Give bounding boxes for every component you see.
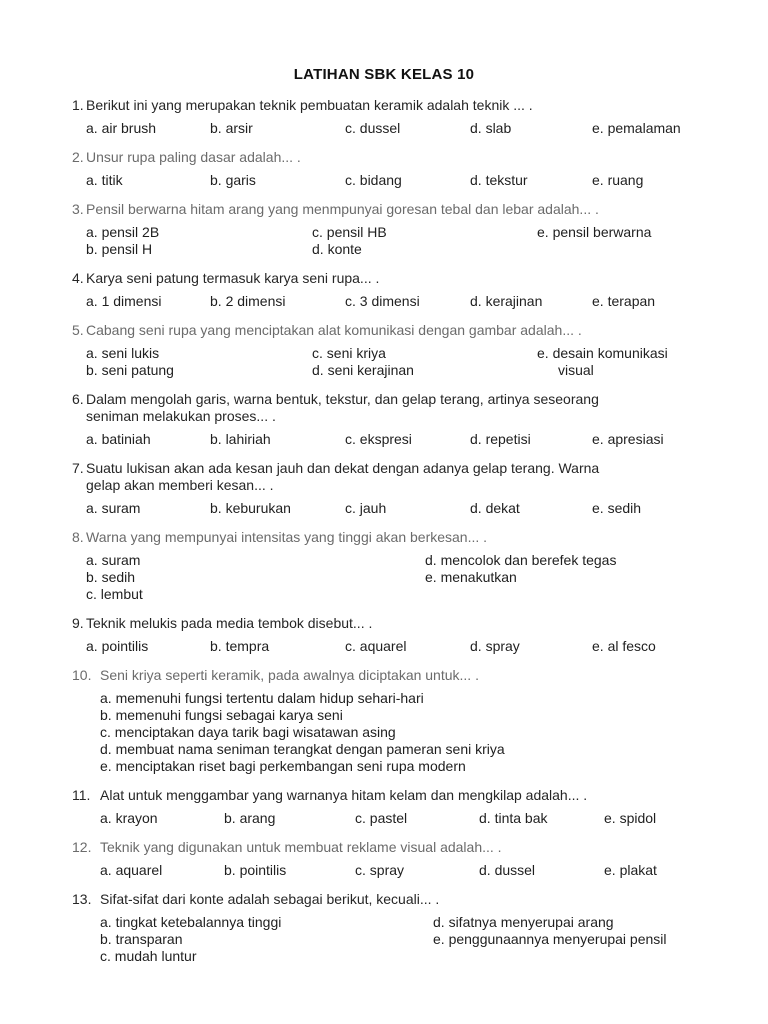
option-item: c. spray [355,862,405,878]
option-item: b. tempra [210,638,270,654]
option-item: e. spidol [604,810,657,826]
option-item: e. apresiasi [592,431,664,447]
option-item: e. menciptakan riset bagi perkembangan seni rupa modern [100,758,466,774]
option-item: d. repetisi [470,431,531,447]
question-number: 5. [72,322,84,338]
option-item: a. krayon [100,810,158,826]
option-item: d. spray [470,638,520,654]
option-item: c. lembut [86,586,143,602]
option-item: e. penggunaannya menyerupai pensil [433,931,667,947]
question-options [86,120,718,137]
question-list [72,97,718,965]
question-options [86,552,718,603]
option-item: a. batiniah [86,431,151,447]
question-number: 1. [72,97,84,113]
option-item: e. sedih [592,500,642,516]
option-item: e. pemalaman [592,120,681,136]
question-11 [72,787,718,827]
option-item: b. pensil H [86,241,153,257]
question-stem: 6. Dalam mengolah garis, warna bentuk, tekstur, dan gelap terang, artinya seseorang seniman melakukan proses... . [72,391,599,424]
question-stem: 8. Warna yang mempunyai intensitas yang tinggi akan berkesan... . [72,529,488,545]
question-stem: 13. Sifat-sifat dari konte adalah sebagai berikut, kecuali... . [72,891,440,907]
option-item: b. lahiriah [210,431,271,447]
option-item: a. suram [86,500,141,516]
question-13 [72,891,718,965]
option-item: d. seni kerajinan [312,362,414,378]
option-item: e. pensil berwarna [537,224,652,240]
option-item: b. sedih [86,569,136,585]
option-item: d. tekstur [470,172,528,188]
option-item: e. al fesco [592,638,656,654]
option-item: c. ekspresi [345,431,412,447]
question-number: 3. [72,201,84,217]
option-item: a. aquarel [100,862,163,878]
option-item: a. 1 dimensi [86,293,162,309]
option-item: b. transparan [100,931,183,947]
option-item: a. titik [86,172,123,188]
question-7 [72,460,718,517]
question-number: 7. [72,460,84,476]
option-item: c. mudah luntur [100,948,197,964]
option-item: d. konte [312,241,362,257]
question-options [86,431,718,448]
option-item: c. aquarel [345,638,407,654]
option-item: a. seni lukis [86,345,160,361]
option-item: d. tinta bak [479,810,548,826]
question-options [86,500,718,517]
option-item: b. seni patung [86,362,174,378]
question-number: 2. [72,149,84,165]
question-4 [72,270,718,310]
option-item: b. keburukan [210,500,291,516]
question-options [86,224,718,258]
option-item: c. 3 dimensi [345,293,420,309]
option-item: d. slab [470,120,512,136]
question-3 [72,201,718,258]
option-item: e. plakat [604,862,657,878]
option-item: c. pastel [355,810,408,826]
question-stem: 3. Pensil berwarna hitam arang yang menmpunyai goresan tebal dan lebar adalah... . [72,201,599,217]
question-stem: 11. Alat untuk menggambar yang warnanya hitam kelam dan mengkilap adalah... . [72,787,588,803]
question-number: 13. [72,891,92,907]
question-options [100,810,718,827]
question-6 [72,391,718,448]
question-stem: 4. Karya seni patung termasuk karya seni rupa... . [72,270,380,286]
option-item: c. jauh [345,500,387,516]
question-2 [72,149,718,189]
option-item: b. 2 dimensi [210,293,286,309]
question-9 [72,615,718,655]
option-item: c. seni kriya [312,345,386,361]
question-options [86,293,718,310]
question-5 [72,322,718,379]
question-stem: 9. Teknik melukis pada media tembok disebut... . [72,615,373,631]
option-item: d. dussel [479,862,536,878]
option-item: b. pointilis [224,862,287,878]
option-item: e. ruang [592,172,644,188]
question-options [86,638,718,655]
option-item: d. sifatnya menyerupai arang [433,914,614,930]
question-stem: 10. Seni kriya seperti keramik, pada awalnya diciptakan untuk... . [72,667,479,683]
question-options [86,172,718,189]
option-item: b. arsir [210,120,253,136]
question-1 [72,97,718,137]
option-item: c. pensil HB [312,224,387,240]
option-item: d. dekat [470,500,520,516]
question-number: 9. [72,615,84,631]
option-item: a. air brush [86,120,157,136]
option-item: a. pensil 2B [86,224,160,240]
question-options [100,690,718,775]
option-item: e. terapan [592,293,656,309]
option-item: a. tingkat ketebalannya tinggi [100,914,282,930]
option-item: e. desain komunikasi visual [537,345,668,378]
question-number: 12. [72,839,92,855]
page-title: LATIHAN SBK KELAS 10 [293,66,475,83]
question-stem: 5. Cabang seni rupa yang menciptakan alat komunikasi dengan gambar adalah... . [72,322,582,338]
option-item: a. pointilis [86,638,149,654]
question-stem: 1. Berikut ini yang merupakan teknik pembuatan keramik adalah teknik ... . [72,97,533,113]
option-item: c. menciptakan daya tarik bagi wisatawan asing [100,724,396,740]
option-item: b. memenuhi fungsi sebagai karya seni [100,707,343,723]
option-item: d. kerajinan [470,293,543,309]
question-stem: 2. Unsur rupa paling dasar adalah... . [72,149,301,165]
question-options [100,862,718,879]
question-12 [72,839,718,879]
question-number: 6. [72,391,84,407]
question-10 [72,667,718,775]
question-number: 11. [72,787,91,803]
option-item: d. mencolok dan berefek tegas [425,552,617,568]
option-item: c. dussel [345,120,401,136]
option-item: c. bidang [345,172,402,188]
option-item: e. menakutkan [425,569,517,585]
option-item: b. garis [210,172,256,188]
option-item: a. suram [86,552,141,568]
question-number: 8. [72,529,84,545]
question-stem: 12. Teknik yang digunakan untuk membuat reklame visual adalah... . [72,839,502,855]
option-item: d. membuat nama seniman terangkat dengan pameran seni kriya [100,741,505,757]
question-options [86,345,718,379]
question-number: 10. [72,667,92,683]
question-options [100,914,718,965]
question-8 [72,529,718,603]
question-number: 4. [72,270,84,286]
option-item: a. memenuhi fungsi tertentu dalam hidup sehari-hari [100,690,424,706]
option-item: b. arang [224,810,276,826]
question-stem: 7. Suatu lukisan akan ada kesan jauh dan dekat dengan adanya gelap terang. Warna gelap akan memberi kesan... . [72,460,600,493]
